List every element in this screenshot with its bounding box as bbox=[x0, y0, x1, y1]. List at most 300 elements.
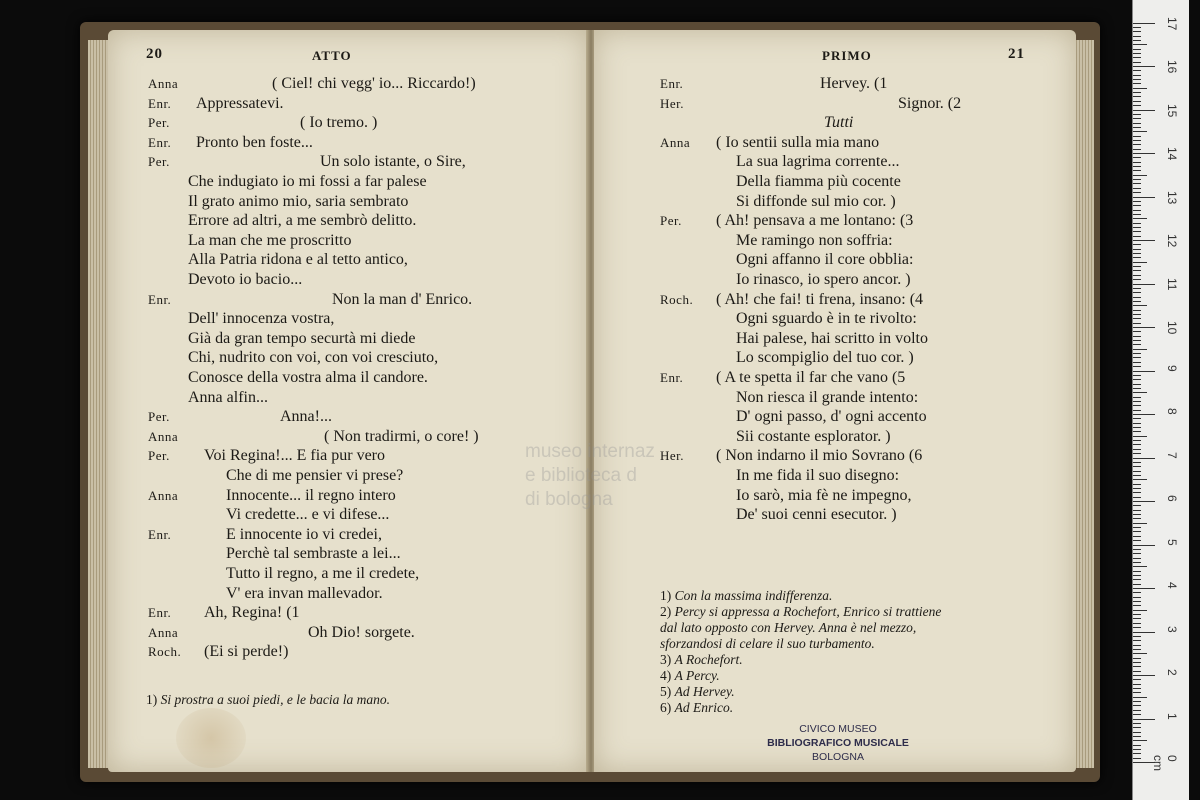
ruler-tick bbox=[1133, 553, 1141, 554]
ruler-tick bbox=[1133, 497, 1141, 498]
ruler-tick bbox=[1133, 96, 1141, 97]
ruler-tick bbox=[1133, 658, 1141, 659]
ruler-tick bbox=[1133, 536, 1141, 537]
speaker-label: Her. bbox=[660, 448, 685, 464]
ruler-number: 16 bbox=[1165, 60, 1179, 74]
ruler-tick bbox=[1133, 223, 1141, 224]
ruler-tick bbox=[1133, 753, 1141, 754]
footnote-number: 5) bbox=[660, 684, 675, 699]
verse-line: Alla Patria ridona e al tetto antico, bbox=[188, 251, 408, 269]
ruler-tick bbox=[1133, 236, 1141, 237]
ruler-tick bbox=[1133, 336, 1141, 337]
ruler-number: 4 bbox=[1165, 582, 1179, 589]
verse-line: Hai palese, hai scritto in volto bbox=[736, 329, 928, 347]
ruler-tick bbox=[1133, 636, 1141, 637]
ruler-number: 10 bbox=[1165, 321, 1179, 335]
ruler-tick bbox=[1133, 357, 1141, 358]
ruler-tick bbox=[1133, 758, 1141, 759]
ruler-tick bbox=[1133, 579, 1141, 580]
ruler-tick bbox=[1133, 662, 1141, 663]
ruler-tick bbox=[1133, 592, 1141, 593]
speaker-label: Per. bbox=[660, 213, 682, 229]
ruler-tick bbox=[1133, 101, 1141, 102]
ruler-tick bbox=[1133, 632, 1155, 633]
ruler-tick bbox=[1133, 575, 1141, 576]
ruler-tick bbox=[1133, 288, 1141, 289]
verse-line: Conosce della vostra alma il candore. bbox=[188, 369, 428, 386]
footnote bbox=[660, 684, 735, 700]
ruler-tick bbox=[1133, 719, 1155, 720]
ruler-number: 2 bbox=[1165, 669, 1179, 676]
footnote-number: 1) bbox=[660, 588, 675, 603]
footnote bbox=[660, 652, 743, 668]
ruler-tick bbox=[1133, 562, 1141, 563]
speaker-label: Roch. bbox=[660, 291, 694, 307]
ruler-tick bbox=[1133, 23, 1155, 24]
ruler-tick bbox=[1133, 427, 1141, 428]
ruler-tick bbox=[1133, 75, 1141, 76]
verse-line: Vi credette... e vi difese... bbox=[226, 506, 390, 524]
ruler-tick bbox=[1133, 384, 1141, 385]
verse-line: ( Ciel! chi vegg' io... Riccardo!) bbox=[272, 75, 476, 92]
watermark-line-2: e biblioteca d bbox=[525, 465, 637, 486]
ruler-tick bbox=[1133, 484, 1141, 485]
ruler-tick bbox=[1133, 136, 1141, 137]
ruler-tick bbox=[1133, 40, 1141, 41]
speaker-label: Enr. bbox=[660, 370, 684, 385]
verse-line: La man che me proscritto bbox=[188, 231, 352, 249]
ruler-tick bbox=[1133, 266, 1141, 267]
stamp-line-3: BOLOGNA bbox=[812, 751, 864, 763]
ruler-tick bbox=[1133, 640, 1141, 641]
ruler-tick bbox=[1133, 205, 1141, 206]
verse-line: Della fiamma più cocente bbox=[736, 173, 901, 190]
stamp-line-1: CIVICO MUSEO bbox=[799, 723, 877, 735]
ruler-tick bbox=[1133, 210, 1141, 211]
ruler-tick bbox=[1133, 331, 1141, 332]
verse-line: ( Ah! pensava a me lontano: (3 bbox=[716, 212, 914, 230]
verse-line: La sua lagrima corrente... bbox=[736, 153, 900, 171]
verse-line: ( Non indarno il mio Sovrano (6 bbox=[716, 447, 923, 465]
ruler-tick bbox=[1133, 488, 1141, 489]
verse-line: Anna alfin... bbox=[188, 388, 268, 406]
footnote-text: A Rochefort. bbox=[674, 652, 743, 667]
ruler-tick bbox=[1133, 327, 1155, 328]
ruler-tick bbox=[1133, 284, 1155, 285]
footnote-text: Ad Hervey. bbox=[674, 684, 735, 699]
left-page-header: ATTO bbox=[312, 48, 352, 63]
ruler-tick bbox=[1133, 92, 1141, 93]
ruler-tick bbox=[1133, 131, 1147, 132]
ruler-tick bbox=[1133, 558, 1141, 559]
ruler-tick bbox=[1133, 262, 1147, 263]
ruler-tick bbox=[1133, 510, 1141, 511]
ruler-tick bbox=[1133, 523, 1147, 524]
ruler-tick bbox=[1133, 584, 1141, 585]
verse-line: Che di me pensier vi prese? bbox=[226, 467, 404, 484]
ruler-tick bbox=[1133, 618, 1141, 619]
ruler-tick bbox=[1133, 44, 1147, 45]
ruler-tick bbox=[1133, 645, 1141, 646]
ruler-tick bbox=[1133, 475, 1141, 476]
ruler-tick bbox=[1133, 401, 1141, 402]
ruler-tick bbox=[1133, 462, 1141, 463]
ruler-tick bbox=[1133, 414, 1155, 415]
left-page-edges bbox=[88, 40, 110, 768]
ruler-tick bbox=[1133, 157, 1141, 158]
ruler-tick bbox=[1133, 153, 1155, 154]
verse-line: Lo scompiglio del tuo cor. ) bbox=[736, 349, 914, 367]
verse-line: E innocente io vi credei, bbox=[226, 525, 382, 543]
ruler-tick bbox=[1133, 714, 1141, 715]
ruler-tick bbox=[1133, 736, 1141, 737]
ruler-tick bbox=[1133, 240, 1155, 241]
ruler-tick bbox=[1133, 444, 1141, 445]
speaker-label: Enr. bbox=[660, 76, 684, 91]
ruler-tick bbox=[1133, 297, 1141, 298]
verse-line: Già da gran tempo securtà mi diede bbox=[188, 329, 416, 347]
ruler-tick bbox=[1133, 140, 1141, 141]
ruler-tick bbox=[1133, 688, 1141, 689]
verse-line: Anna!... bbox=[280, 408, 332, 426]
ruler-tick bbox=[1133, 732, 1141, 733]
ruler-tick bbox=[1133, 449, 1141, 450]
ruler-tick bbox=[1133, 183, 1141, 184]
ruler-tick bbox=[1133, 679, 1141, 680]
ruler-tick bbox=[1133, 675, 1155, 676]
ruler-tick bbox=[1133, 727, 1141, 728]
paper-stain bbox=[176, 708, 246, 768]
footnote-text: Si prostra a suoi piedi, e le bacia la mano. bbox=[160, 692, 390, 707]
ruler-number: 11 bbox=[1165, 277, 1179, 290]
footnote-text: A Percy. bbox=[674, 668, 720, 683]
verse-line: ( Non tradirmi, o core! ) bbox=[324, 427, 479, 445]
left-page bbox=[108, 30, 588, 772]
verse-line: Io rinasco, io spero ancor. ) bbox=[736, 271, 911, 288]
library-stamp bbox=[756, 722, 920, 764]
ruler-tick bbox=[1133, 527, 1141, 528]
ruler-tick bbox=[1133, 123, 1141, 124]
ruler-tick bbox=[1133, 684, 1141, 685]
verse-line: ( Io sentii sulla mia mano bbox=[716, 133, 880, 151]
ruler-tick bbox=[1133, 627, 1141, 628]
verse-line: Dell' innocenza vostra, bbox=[188, 310, 335, 328]
ruler-tick bbox=[1133, 105, 1141, 106]
ruler-tick bbox=[1133, 514, 1141, 515]
watermark-line-1: museo internaz bbox=[525, 441, 655, 462]
footnote-number: 2) bbox=[660, 604, 675, 619]
footnote bbox=[660, 668, 720, 684]
ruler-tick bbox=[1133, 344, 1141, 345]
ruler-tick bbox=[1133, 292, 1141, 293]
speaker-label: Her. bbox=[660, 95, 685, 111]
verse-line: Io sarò, mia fè ne impegno, bbox=[736, 486, 912, 504]
right-page bbox=[594, 30, 1076, 772]
ruler-tick bbox=[1133, 83, 1141, 84]
ruler-number: 1 bbox=[1165, 712, 1179, 720]
verse-line: Oh Dio! sorgete. bbox=[308, 623, 415, 641]
verse-line: D' ogni passo, d' ogni accento bbox=[736, 408, 927, 426]
ruler-tick bbox=[1133, 601, 1141, 602]
ruler-tick bbox=[1133, 49, 1141, 50]
ruler-tick bbox=[1133, 410, 1141, 411]
ruler-tick bbox=[1133, 349, 1147, 350]
footnote bbox=[660, 604, 941, 620]
ruler-tick bbox=[1133, 610, 1147, 611]
footnote-number: 6) bbox=[660, 700, 675, 715]
verse-line: V' era invan mallevador. bbox=[226, 584, 383, 602]
footnote-text: sforzandosi di celare il suo turbamento. bbox=[660, 636, 875, 651]
ruler-tick bbox=[1133, 605, 1141, 606]
footnote bbox=[146, 692, 390, 708]
ruler-tick bbox=[1133, 231, 1141, 232]
ruler-tick bbox=[1133, 114, 1141, 115]
ruler-tick bbox=[1133, 36, 1141, 37]
ruler-tick bbox=[1133, 745, 1141, 746]
speaker-label: Enr. bbox=[148, 526, 172, 542]
ruler-tick bbox=[1133, 649, 1141, 650]
verse-line: Che indugiato io mi fossi a far palese bbox=[188, 173, 427, 190]
speaker-label: Enr. bbox=[148, 134, 172, 150]
verse-line: Errore ad altri, a me sembrò delitto. bbox=[188, 212, 417, 230]
verse-line: ( A te spetta il far che vano (5 bbox=[716, 369, 906, 386]
footnote-text: dal lato opposto con Hervey. Anna è nel mezzo, bbox=[660, 620, 917, 635]
ruler-tick bbox=[1133, 671, 1141, 672]
verse-line: Innocente... il regno intero bbox=[226, 486, 396, 504]
speaker-label: Per. bbox=[148, 154, 170, 170]
ruler-tick bbox=[1133, 275, 1141, 276]
ruler-tick bbox=[1133, 710, 1141, 711]
ruler-tick bbox=[1133, 379, 1141, 380]
ruler-tick bbox=[1133, 471, 1141, 472]
ruler-tick bbox=[1133, 666, 1141, 667]
ruler-tick bbox=[1133, 623, 1141, 624]
ruler-tick bbox=[1133, 166, 1141, 167]
ruler-tick bbox=[1133, 323, 1141, 324]
verse-line: Chi, nudrito con voi, con voi cresciuto, bbox=[188, 349, 439, 367]
ruler-tick bbox=[1133, 453, 1141, 454]
ruler-tick bbox=[1133, 244, 1141, 245]
ruler-tick bbox=[1133, 318, 1141, 319]
verse-line: Hervey. (1 bbox=[820, 75, 888, 92]
ruler-tick bbox=[1133, 118, 1141, 119]
footnote-number: 1) bbox=[146, 692, 161, 707]
verse-line: Ogni sguardo è in te rivolto: bbox=[736, 310, 917, 328]
ruler-number: 14 bbox=[1165, 147, 1179, 161]
ruler-tick bbox=[1133, 57, 1141, 58]
verse-line: Signor. (2 bbox=[898, 94, 962, 112]
ruler-tick bbox=[1133, 440, 1141, 441]
ruler-tick bbox=[1133, 79, 1141, 80]
verse-line: Non riesca il grande intento: bbox=[736, 388, 919, 406]
ruler-tick bbox=[1133, 436, 1147, 437]
verse-line: ( Io tremo. ) bbox=[300, 114, 378, 132]
ruler-tick bbox=[1133, 653, 1147, 654]
verse-line: Sii costante esplorator. ) bbox=[736, 427, 891, 445]
ruler-tick bbox=[1133, 566, 1147, 567]
verse-line: Pronto ben foste... bbox=[196, 133, 313, 151]
ruler-tick bbox=[1133, 227, 1141, 228]
ruler-tick bbox=[1133, 340, 1141, 341]
stamp-line-2: BIBLIOGRAFICO MUSICALE bbox=[767, 737, 909, 749]
ruler-tick bbox=[1133, 257, 1141, 258]
ruler-number: 9 bbox=[1165, 364, 1179, 372]
footnote bbox=[660, 620, 916, 636]
speaker-label: Anna bbox=[148, 76, 179, 91]
ruler-tick bbox=[1133, 175, 1147, 176]
ruler-tick bbox=[1133, 66, 1155, 67]
ruler-number: 15 bbox=[1165, 103, 1179, 117]
speaker-label: Per. bbox=[148, 115, 170, 131]
ruler-number: 17 bbox=[1165, 16, 1179, 30]
ruler-tick bbox=[1133, 353, 1141, 354]
ruler-tick bbox=[1133, 249, 1141, 250]
ruler-tick bbox=[1133, 371, 1155, 372]
ruler-tick bbox=[1133, 540, 1141, 541]
ruler-number: 12 bbox=[1165, 234, 1179, 248]
ruler-tick bbox=[1133, 740, 1147, 741]
footnote-text: Con la massima indifferenza. bbox=[674, 588, 833, 603]
verse-line: Tutti bbox=[824, 114, 854, 132]
verse-line: Non la man d' Enrico. bbox=[332, 290, 473, 308]
speaker-label: Enr. bbox=[148, 95, 172, 111]
verse-line: Il grato animo mio, saria sembrato bbox=[188, 192, 409, 210]
measuring-ruler bbox=[1132, 0, 1189, 800]
ruler-tick bbox=[1133, 749, 1141, 750]
ruler-tick bbox=[1133, 388, 1141, 389]
verse-line: De' suoi cenni esecutor. ) bbox=[736, 506, 897, 524]
footnote-number: 4) bbox=[660, 668, 675, 683]
speaker-label: Anna bbox=[148, 624, 179, 640]
speaker-label: Anna bbox=[148, 487, 179, 503]
footnote bbox=[660, 700, 733, 716]
speaker-label: Enr. bbox=[148, 291, 172, 307]
ruler-tick bbox=[1133, 314, 1141, 315]
ruler-tick bbox=[1133, 179, 1141, 180]
footnote-text: Percy si appressa a Rochefort, Enrico si trattiene bbox=[674, 604, 942, 619]
ruler-tick bbox=[1133, 366, 1141, 367]
ruler-unit-label: 0 cm bbox=[1151, 755, 1179, 771]
ruler-tick bbox=[1133, 697, 1147, 698]
ruler-tick bbox=[1133, 458, 1155, 459]
verse-line: Ah, Regina! (1 bbox=[204, 604, 300, 622]
verse-line: (Ei si perde!) bbox=[204, 643, 289, 661]
ruler-tick bbox=[1133, 279, 1141, 280]
ruler-tick bbox=[1133, 305, 1147, 306]
ruler-tick bbox=[1133, 149, 1141, 150]
ruler-tick bbox=[1133, 188, 1141, 189]
ruler-tick bbox=[1133, 501, 1155, 502]
ruler-tick bbox=[1133, 192, 1141, 193]
ruler-tick bbox=[1133, 110, 1155, 111]
footnote bbox=[660, 588, 832, 604]
verse-line: Devoto io bacio... bbox=[188, 271, 303, 288]
ruler-tick bbox=[1133, 692, 1141, 693]
ruler-number: 5 bbox=[1165, 538, 1179, 546]
ruler-tick bbox=[1133, 218, 1147, 219]
verse-line: Appressatevi. bbox=[196, 94, 284, 112]
watermark-line-3: di bologna bbox=[525, 489, 613, 510]
ruler-number: 3 bbox=[1165, 625, 1179, 633]
ruler-tick bbox=[1133, 53, 1141, 54]
watermark bbox=[525, 440, 655, 512]
ruler-tick bbox=[1133, 597, 1141, 598]
ruler-tick bbox=[1133, 431, 1141, 432]
speaker-label: Anna bbox=[148, 428, 179, 444]
speaker-label: Per. bbox=[148, 448, 170, 464]
ruler-tick bbox=[1133, 201, 1141, 202]
ruler-tick bbox=[1133, 545, 1155, 546]
ruler-tick bbox=[1133, 518, 1141, 519]
ruler-tick bbox=[1133, 571, 1141, 572]
ruler-tick bbox=[1133, 549, 1141, 550]
ruler-tick bbox=[1133, 162, 1141, 163]
left-page-number: 20 bbox=[146, 46, 163, 62]
ruler-tick bbox=[1133, 214, 1141, 215]
ruler-tick bbox=[1133, 253, 1141, 254]
ruler-number: 13 bbox=[1165, 190, 1179, 204]
verse-line: Voi Regina!... E fia pur vero bbox=[204, 447, 385, 465]
verse-line: Me ramingo non soffria: bbox=[736, 231, 893, 249]
footnote-text: Ad Enrico. bbox=[674, 700, 734, 715]
ruler-tick bbox=[1133, 27, 1141, 28]
ruler-tick bbox=[1133, 705, 1141, 706]
right-page-number: 21 bbox=[1008, 46, 1025, 62]
speaker-label: Enr. bbox=[148, 605, 172, 621]
ruler-tick bbox=[1133, 479, 1147, 480]
ruler-tick bbox=[1133, 588, 1155, 589]
ruler-tick bbox=[1133, 397, 1141, 398]
ruler-tick bbox=[1133, 466, 1141, 467]
speaker-label: Anna bbox=[660, 134, 691, 150]
ruler-tick bbox=[1133, 505, 1141, 506]
ruler-tick bbox=[1133, 270, 1141, 271]
right-page-header: PRIMO bbox=[822, 48, 872, 63]
ruler-tick bbox=[1133, 88, 1147, 89]
ruler-tick bbox=[1133, 375, 1141, 376]
speaker-label: Roch. bbox=[148, 644, 182, 660]
verse-line: Si diffonde sul mio cor. ) bbox=[736, 192, 896, 210]
right-page-edges bbox=[1074, 40, 1094, 768]
verse-line: Perchè tal sembraste a lei... bbox=[226, 545, 401, 563]
ruler-tick bbox=[1133, 310, 1141, 311]
footnote-number: 3) bbox=[660, 652, 675, 667]
verse-line: ( Ah! che fai! ti frena, insano: (4 bbox=[716, 290, 924, 308]
ruler-tick bbox=[1133, 127, 1141, 128]
verse-line: Un solo istante, o Sire, bbox=[320, 153, 466, 171]
ruler-tick bbox=[1133, 418, 1141, 419]
ruler-tick bbox=[1133, 301, 1141, 302]
ruler-number: 7 bbox=[1165, 451, 1179, 459]
ruler-tick bbox=[1133, 723, 1141, 724]
verse-line: Ogni affanno il core obblia: bbox=[736, 251, 914, 269]
ruler-tick bbox=[1133, 31, 1141, 32]
ruler-number: 6 bbox=[1165, 495, 1179, 502]
ruler-tick bbox=[1133, 701, 1141, 702]
ruler-tick bbox=[1133, 423, 1141, 424]
ruler-tick bbox=[1133, 170, 1141, 171]
footnote bbox=[660, 636, 875, 652]
ruler-tick bbox=[1133, 197, 1155, 198]
verse-line: In me fida il suo disegno: bbox=[736, 467, 900, 484]
ruler-tick bbox=[1133, 362, 1141, 363]
speaker-label: Per. bbox=[148, 409, 170, 425]
ruler-tick bbox=[1133, 492, 1141, 493]
ruler-tick bbox=[1133, 144, 1141, 145]
ruler-tick bbox=[1133, 62, 1141, 63]
ruler-tick bbox=[1133, 405, 1141, 406]
ruler-tick bbox=[1133, 70, 1141, 71]
